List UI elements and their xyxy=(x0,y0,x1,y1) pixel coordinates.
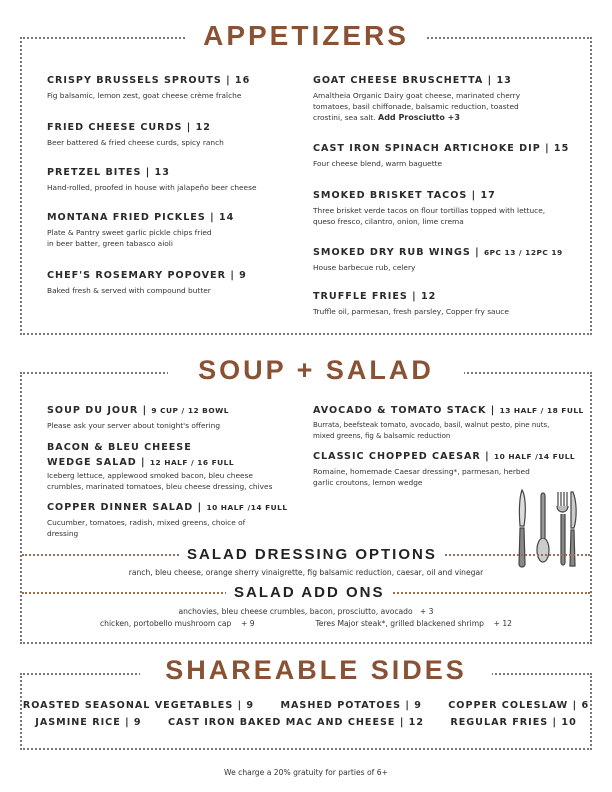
item-desc xyxy=(313,205,575,227)
item-title: SOUP DU JOUR xyxy=(47,405,139,416)
menu-item-bacon-bleu-cheese-wedge-salad xyxy=(47,442,307,492)
cutlery-illustration xyxy=(510,488,578,570)
desc-line: garlic croutons, lemon wedge xyxy=(313,478,423,487)
menu-item-cast-iron-spinach-artichoke-dip xyxy=(313,143,575,169)
menu-item-crispy-brussels-sprouts xyxy=(47,75,297,101)
side-item: ROASTED SEASONAL VEGETABLES | 9 xyxy=(22,700,255,711)
item-name: COPPER DINNER SALAD | 10 HALF /14 FULL xyxy=(47,502,288,513)
item-desc xyxy=(47,470,307,492)
addons-price: + 3 xyxy=(419,607,434,616)
spoon-icon xyxy=(537,493,549,562)
item-desc: Baked fresh & served with compound butter xyxy=(47,286,211,295)
menu-item-classic-chopped-caesar xyxy=(313,451,583,488)
side-item: COPPER COLESLAW | 6 xyxy=(448,700,590,711)
menu-item-pretzel-bites xyxy=(47,167,297,193)
item-name: CLASSIC CHOPPED CAESAR | 10 HALF /14 FULL xyxy=(313,451,576,462)
item-name: CHEF'S ROSEMARY POPOVER | 9 xyxy=(47,270,247,281)
desc-line: Iceberg lettuce, applewood smoked bacon, bleu cheese xyxy=(47,471,253,480)
addons-text: Teres Major steak*, grilled blackened shrimp xyxy=(315,619,484,628)
item-price: 6PC 13 / 12PC 19 xyxy=(484,248,563,257)
item-title: AVOCADO & TOMATO STACK xyxy=(313,405,487,416)
menu-item-soup-du-jour xyxy=(47,405,307,431)
item-name: TRUFFLE FRIES | 12 xyxy=(313,291,437,302)
item-title: WEDGE SALAD xyxy=(47,457,137,468)
item-price: 10 HALF /14 FULL xyxy=(494,452,576,461)
sides-title: SHAREABLE SIDES xyxy=(140,657,492,684)
addons-price: + 12 xyxy=(493,619,513,628)
item-desc xyxy=(313,466,583,488)
item-name: GOAT CHEESE BRUSCHETTA | 13 xyxy=(313,75,512,86)
salad-addons-title: SALAD ADD ONS xyxy=(226,585,392,600)
item-desc xyxy=(47,227,297,249)
item-name: SMOKED DRY RUB WINGS | 6PC 13 / 12PC 19 xyxy=(313,247,563,258)
item-title: COPPER DINNER SALAD xyxy=(47,502,194,513)
item-name: AVOCADO & TOMATO STACK | 13 HALF / 18 FULL xyxy=(313,405,584,416)
item-desc xyxy=(313,420,583,442)
desc-line: Plate & Pantry sweet garlic pickle chips fried xyxy=(47,228,212,237)
item-name: SMOKED BRISKET TACOS | 17 xyxy=(313,190,496,201)
item-desc xyxy=(313,90,575,123)
item-name: CRISPY BRUSSELS SPROUTS | 16 xyxy=(47,75,251,86)
dressing-options-text: ranch, bleu cheese, orange sherry vinaigrette, fig balsamic reduction, caesar, oil and vinegar xyxy=(128,568,484,577)
item-name: SOUP DU JOUR | 9 CUP / 12 BOWL xyxy=(47,405,229,416)
item-desc: House barbecue rub, celery xyxy=(313,263,416,272)
item-title: SMOKED DRY RUB WINGS xyxy=(313,247,471,258)
item-name: WEDGE SALAD | 12 HALF / 16 FULL xyxy=(47,457,235,468)
side-item: REGULAR FRIES | 10 xyxy=(450,717,577,728)
desc-line xyxy=(313,112,575,123)
desc-line: Three brisket verde tacos on flour tortillas topped with lettuce, xyxy=(313,206,546,215)
item-price: 13 HALF / 18 FULL xyxy=(499,406,584,415)
item-desc: Truffle oil, parmesan, fresh parsley, Copper fry sauce xyxy=(313,307,509,316)
item-name: CAST IRON SPINACH ARTICHOKE DIP | 15 xyxy=(313,143,570,154)
desc-line: crumbles, marinated tomatoes, bleu cheese dressing, chives xyxy=(47,482,273,491)
item-price: 10 HALF /14 FULL xyxy=(206,503,288,512)
menu-item-avocado-tomato-stack xyxy=(313,405,583,442)
side-item: CAST IRON BAKED MAC AND CHEESE | 12 xyxy=(167,717,425,728)
desc-line: Romaine, homemade Caesar dressing*, parmesan, herbed xyxy=(313,467,530,476)
menu-item-truffle-fries xyxy=(313,291,575,317)
desc-line: queso fresco, cilantro, onion, lime crema xyxy=(313,217,464,226)
desc-line: tomatoes, basil chiffonade, balsamic reduction, toasted xyxy=(313,102,519,111)
desc-text: crostini, sea salt. xyxy=(313,113,376,122)
desc-line: Burrata, beefsteak tomato, avocado, basil, walnut pesto, pine nuts, xyxy=(313,421,550,429)
menu-item-chefs-rosemary-popover xyxy=(47,270,297,296)
menu-item-goat-cheese-bruschetta xyxy=(313,75,575,123)
add-on-note: Add Prosciutto +3 xyxy=(378,113,460,122)
desc-line: in beer batter, green tabasco aioli xyxy=(47,239,173,248)
addons-text: chicken, portobello mushroom cap xyxy=(99,619,232,628)
item-desc xyxy=(47,517,307,539)
gratuity-note: We charge a 20% gratuity for parties of 6+ xyxy=(224,768,388,777)
menu-item-fried-cheese-curds xyxy=(47,122,297,148)
item-name: PRETZEL BITES | 13 xyxy=(47,167,170,178)
item-desc: Four cheese blend, warm baguette xyxy=(313,159,443,168)
item-desc: Hand-rolled, proofed in house with jalapeño beer cheese xyxy=(47,183,257,192)
side-item: MASHED POTATOES | 9 xyxy=(280,700,422,711)
item-desc: Fig balsamic, lemon zest, goat cheese crème fraîche xyxy=(47,91,242,100)
menu-item-smoked-brisket-tacos xyxy=(313,190,575,227)
item-name: FRIED CHEESE CURDS | 12 xyxy=(47,122,211,133)
desc-line: mixed greens, fig & balsamic reduction xyxy=(313,432,451,440)
sides-row-2 xyxy=(0,717,612,728)
item-price: 9 CUP / 12 BOWL xyxy=(151,406,229,415)
addons-price: + 9 xyxy=(241,619,255,628)
soup-salad-title: SOUP + SALAD xyxy=(168,357,464,384)
menu-item-copper-dinner-salad xyxy=(47,502,307,539)
dressing-options-title: SALAD DRESSING OPTIONS xyxy=(179,547,445,562)
menu-item-smoked-dry-rub-wings xyxy=(313,247,575,273)
menu-item-montana-fried-pickles xyxy=(47,212,297,249)
addons-line-2 xyxy=(0,619,612,628)
addons-line-1 xyxy=(0,607,612,616)
item-price: 12 HALF / 16 FULL xyxy=(149,458,235,467)
appetizers-title: APPETIZERS xyxy=(185,22,427,50)
item-name-line1: BACON & BLEU CHEESE xyxy=(47,442,192,453)
item-name: MONTANA FRIED PICKLES | 14 xyxy=(47,212,235,223)
item-desc: Beer battered & fried cheese curds, spicy ranch xyxy=(47,138,224,147)
sides-row-1 xyxy=(0,700,612,711)
item-title: CLASSIC CHOPPED CAESAR xyxy=(313,451,481,462)
addons-text: anchovies, bleu cheese crumbles, bacon, prosciutto, avocado xyxy=(178,607,413,616)
desc-line: Cucumber, tomatoes, radish, mixed greens, choice of xyxy=(47,518,246,527)
desc-line: Amaltheia Organic Dairy goat cheese, marinated cherry xyxy=(313,91,521,100)
desc-line: dressing xyxy=(47,529,79,538)
item-desc: Please ask your server about tonight's offering xyxy=(47,421,221,430)
side-item: JASMINE RICE | 9 xyxy=(35,717,142,728)
